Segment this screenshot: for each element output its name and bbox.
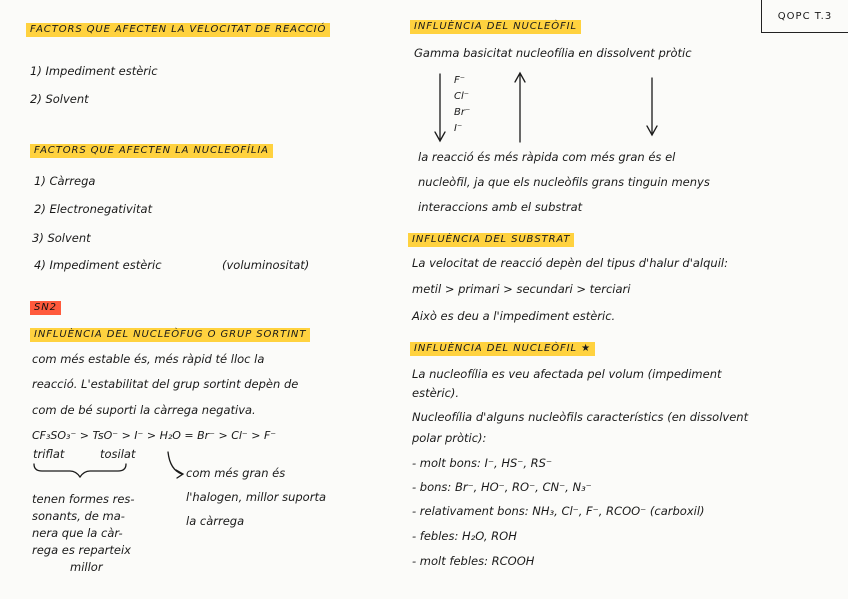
note-line: millor: [70, 560, 103, 574]
note-line: tenen formes res-: [32, 492, 135, 506]
paragraph-line: Nucleofília d'alguns nucleòfils característics (en dissolvent: [412, 410, 749, 424]
list-item: - bons: Br⁻, HO⁻, RO⁻, CN⁻, N₃⁻: [412, 480, 592, 494]
halide: I⁻: [454, 123, 463, 134]
paragraph-line: La velocitat de reacció depèn del tipus d'halur d'alquil:: [412, 256, 728, 270]
paragraph-line: La nucleofília es veu afectada pel volum (impediment: [412, 367, 722, 381]
page-tag: QOPC T.3: [761, 0, 848, 33]
arrow-note-line: com més gran és: [186, 466, 286, 480]
solvent-line: Gamma basicitat nucleofília en dissolvent pròtic: [414, 46, 692, 60]
arrow-note-line: l'halogen, millor suporta: [186, 490, 327, 504]
paragraph-line: metil > primari > secundari > terciari: [412, 282, 631, 296]
list-item: 2) Electronegativitat: [34, 202, 153, 216]
paragraph-line: estèric).: [412, 386, 460, 400]
list-item-note: (voluminositat): [222, 258, 310, 272]
paragraph-line: Això es deu a l'impediment estèric.: [412, 309, 616, 323]
list-item: 3) Solvent: [32, 231, 91, 245]
arrow-note-line: la càrrega: [186, 514, 245, 528]
list-item: - relativament bons: NH₃, Cl⁻, F⁻, RCOO⁻ (carboxil): [412, 504, 705, 518]
halide: Cl⁻: [454, 91, 470, 102]
heading-nucleophile: INFLUÈNCIA DEL NUCLEÒFIL: [410, 20, 581, 34]
paragraph-line: com de bé suporti la càrrega negativa.: [32, 403, 256, 417]
list-item: - molt bons: I⁻, HS⁻, RS⁻: [412, 456, 553, 470]
paragraph-line: nucleòfil, ja que els nucleòfils grans tinguin menys: [418, 175, 710, 189]
brace: [34, 464, 126, 477]
heading-nucleophilicity-factors: FACTORS QUE AFECTEN LA NUCLEOFÍLIA: [30, 144, 273, 158]
list-item: 4) Impediment estèric: [34, 258, 162, 272]
list-item: 1) Càrrega: [34, 174, 96, 188]
halide: Br⁻: [454, 107, 471, 118]
hook-arrow-icon: [168, 452, 182, 474]
paragraph-line: polar pròtic):: [412, 431, 487, 445]
heading-text: INFLUÈNCIA DEL NUCLEÒFIL: [414, 343, 578, 354]
halide: F⁻: [454, 75, 466, 86]
tosilat-label: tosilat: [100, 447, 136, 461]
list-item: - febles: H₂O, ROH: [412, 529, 517, 543]
list-item: - molt febles: RCOOH: [412, 554, 535, 568]
list-item: 1) Impediment estèric: [30, 64, 158, 78]
note-line: sonants, de ma-: [32, 509, 125, 523]
sn2-label: SN2: [30, 301, 61, 315]
heading-reaction-rate-factors: FACTORS QUE AFECTEN LA VELOCITAT DE REACCIÓ: [26, 23, 330, 37]
list-item: 2) Solvent: [30, 92, 89, 106]
paragraph-line: com més estable és, més ràpid té lloc la: [32, 352, 265, 366]
paragraph-line: reacció. L'estabilitat del grup sortint depèn de: [32, 377, 299, 391]
triflat-label: triflat: [33, 447, 65, 461]
heading-leaving-group: INFLUÈNCIA DEL NUCLEÒFUG O GRUP SORTINT: [30, 328, 310, 342]
note-line: rega es reparteix: [32, 543, 131, 557]
heading-substrate: INFLUÈNCIA DEL SUBSTRAT: [408, 233, 574, 247]
paragraph-line: interaccions amb el substrat: [418, 200, 583, 214]
leaving-group-series: CF₃SO₃⁻ > TsO⁻ > I⁻ > H₂O = Br⁻ > Cl⁻ > F⁻: [32, 429, 277, 442]
note-line: nera que la càr-: [32, 526, 123, 540]
paragraph-line: la reacció és més ràpida com més gran és el: [418, 150, 676, 164]
star-icon: ★: [581, 343, 591, 354]
